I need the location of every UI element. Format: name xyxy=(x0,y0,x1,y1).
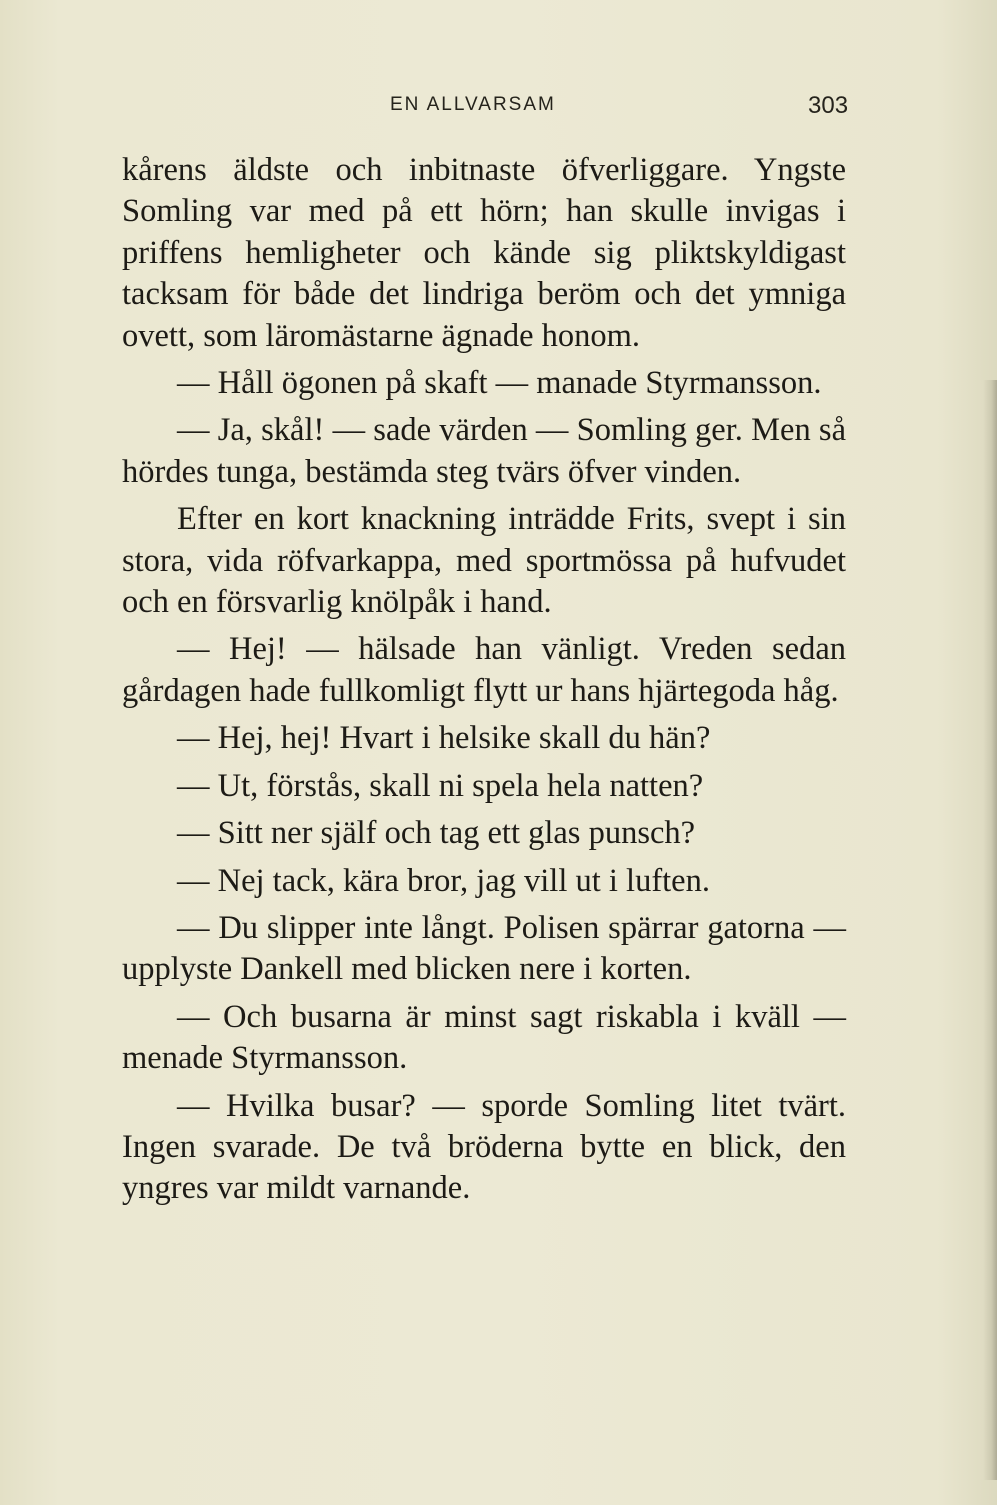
paragraph: — Håll ögonen på skaft — manade Styrmansson. xyxy=(177,365,822,402)
body-text xyxy=(122,150,846,1216)
paragraph: — Och busarna är minst sagt riskabla i kväll — menade Styrmansson. xyxy=(122,998,846,1077)
paragraph: — Hej! — hälsade han vänligt. Vreden sedan gårdagen hade fullkomligt flytt ur hans hjärtegoda håg. xyxy=(122,631,846,709)
paragraph: — Nej tack, kära bror, jag vill ut i luften. xyxy=(177,862,710,899)
page-edge-shadow xyxy=(983,380,997,1480)
paragraph: — Hvilka busar? — sporde Somling litet tvärt. Ingen svarade. De två bröderna bytte en blick, den yngres var mildt varnande. xyxy=(122,1087,846,1207)
paragraph: — Sitt ner själf och tag ett glas punsch? xyxy=(177,815,696,852)
paragraph: — Ut, förstås, skall ni spela hela natten? xyxy=(177,767,704,804)
paragraph: — Ja, skål! — sade värden — Somling ger. Men så hördes tunga, bestämda steg tvärs öfver vinden. xyxy=(122,412,846,490)
paragraph: — Du slipper inte långt. Polisen spärrar gatorna — upplyste Dankell med blicken nere i korten. xyxy=(122,909,846,988)
running-title: EN ALLVARSAM xyxy=(390,94,556,115)
paragraph: Efter en kort knackning inträdde Frits, svept i sin stora, vida röfvarkappa, med sportmössa på hufvudet och en försvarlig knölpåk i hand. xyxy=(122,501,846,621)
page-number: 303 xyxy=(808,92,849,119)
running-head xyxy=(0,92,997,122)
paragraph: kårens äldste och inbitnaste öfverliggare. Yngste Somling var med på ett hörn; han skulle invigas i priffens hemligheter och kände sig pliktskyldigast tacksam för både det lindriga beröm och det ymniga ovett, som läromästarne ägnade honom. xyxy=(122,152,846,354)
paragraph: — Hej, hej! Hvart i helsike skall du hän? xyxy=(177,720,711,757)
